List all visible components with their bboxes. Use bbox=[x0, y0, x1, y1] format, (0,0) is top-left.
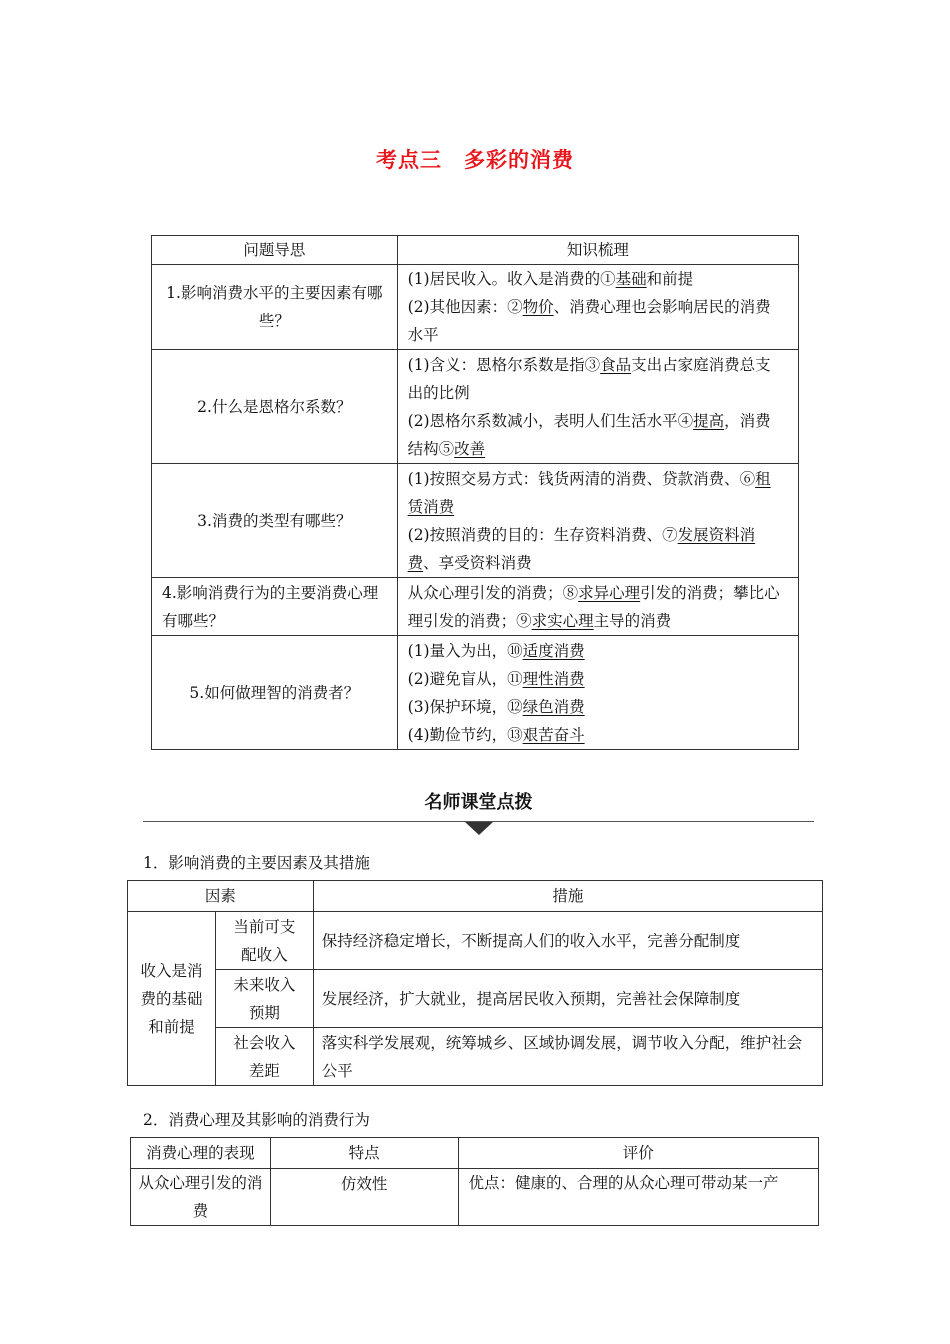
answer-cell bbox=[397, 464, 798, 578]
answer-text: 主导的消费 bbox=[593, 611, 672, 630]
answer-line bbox=[408, 579, 786, 635]
answer-text: 、消费心理也会影响居民的消费水平 bbox=[407, 298, 771, 344]
header-knowledge: 知识梳理 bbox=[397, 236, 798, 265]
answer-text: (1)含义：恩格尔系数是指③ bbox=[407, 355, 601, 374]
sub-factor-cell: 当前可支配收入 bbox=[215, 912, 313, 970]
table-row bbox=[128, 912, 823, 970]
answer-blank: 提高 bbox=[693, 411, 725, 430]
section-title: 名师课堂点拨 bbox=[424, 792, 533, 813]
table-row bbox=[128, 1028, 823, 1086]
header-evaluation: 评价 bbox=[458, 1138, 819, 1169]
answer-line bbox=[408, 521, 786, 577]
answer-text: 从众心理引发的消费；⑧ bbox=[407, 583, 579, 602]
answer-text: (2)恩格尔系数减小，表明人们生活水平④ bbox=[407, 411, 694, 430]
knowledge-table bbox=[151, 235, 799, 750]
answer-line bbox=[408, 351, 786, 407]
table-row bbox=[152, 578, 799, 636]
question-cell: 2.什么是恩格尔系数？ bbox=[152, 350, 398, 464]
answer-text: (3)保护环境，⑫ bbox=[407, 697, 523, 716]
answer-blank: 食品 bbox=[600, 355, 632, 374]
answer-blank: 求异心理 bbox=[578, 583, 641, 602]
answer-text: (1)量入为出，⑩ bbox=[407, 641, 523, 660]
answer-text: (2)其他因素：② bbox=[407, 298, 523, 316]
answer-text: (1)居民收入。收入是消费的① bbox=[407, 270, 616, 288]
answer-line bbox=[408, 465, 786, 521]
manifestation-cell: 从众心理引发的消费 bbox=[131, 1169, 271, 1226]
answer-line bbox=[408, 721, 786, 749]
measure-cell: 落实科学发展观，统筹城乡、区域协调发展，调节收入分配，维护社会公平 bbox=[313, 1028, 822, 1086]
answer-text: (2)避免盲从，⑪ bbox=[407, 669, 523, 688]
question-cell: 1.影响消费水平的主要因素有哪些？ bbox=[152, 265, 398, 350]
page-title: 考点三 多彩的消费 bbox=[376, 148, 574, 172]
answer-text: (4)勤俭节约，⑬ bbox=[407, 725, 523, 744]
answer-line bbox=[408, 293, 786, 349]
answer-blank: 改善 bbox=[454, 439, 486, 458]
measure-cell: 保持经济稳定增长，不断提高人们的收入水平，完善分配制度 bbox=[313, 912, 822, 970]
evaluation-cell: 优点：健康的、合理的从众心理可带动某一产 bbox=[458, 1169, 819, 1226]
measure-cell: 发展经济，扩大就业，提高居民收入预期，完善社会保障制度 bbox=[313, 970, 822, 1028]
answer-blank: 适度消费 bbox=[522, 641, 585, 660]
table-header-row bbox=[152, 236, 799, 265]
factor-group-cell: 收入是消费的基础和前提 bbox=[128, 912, 216, 1086]
question-cell: 3.消费的类型有哪些？ bbox=[152, 464, 398, 578]
answer-cell bbox=[397, 265, 798, 350]
header-manifestation: 消费心理的表现 bbox=[131, 1138, 271, 1169]
answer-text: 和前提 bbox=[646, 270, 694, 288]
answer-line bbox=[408, 637, 786, 665]
answer-text: (2)按照消费的目的：生存资料消费、⑦ bbox=[407, 525, 678, 544]
answer-text: ，消费结构⑤ bbox=[407, 411, 771, 458]
section-header bbox=[143, 788, 814, 838]
feature-cell: 仿效性 bbox=[270, 1169, 458, 1226]
table-row bbox=[152, 265, 799, 350]
table-header-row bbox=[128, 881, 823, 912]
table-row bbox=[152, 636, 799, 750]
answer-blank: 基础 bbox=[615, 270, 647, 288]
question-cell: 4.影响消费行为的主要消费心理有哪些？ bbox=[152, 578, 398, 636]
answer-line bbox=[408, 665, 786, 693]
answer-cell bbox=[397, 636, 798, 750]
answer-line bbox=[408, 693, 786, 721]
question-cell: 5.如何做理智的消费者？ bbox=[152, 636, 398, 750]
answer-text: 引发的消费；攀比心理引发的消费；⑨ bbox=[407, 583, 780, 630]
answer-blank: 理性消费 bbox=[522, 669, 585, 688]
table-header-row bbox=[131, 1138, 819, 1169]
triangle-down-icon bbox=[465, 822, 493, 835]
table-row bbox=[152, 464, 799, 578]
header-measure: 措施 bbox=[313, 881, 822, 912]
header-factor: 因素 bbox=[128, 881, 314, 912]
table-row bbox=[152, 350, 799, 464]
answer-blank: 物价 bbox=[522, 298, 554, 316]
answer-cell bbox=[397, 578, 798, 636]
answer-blank: 租赁消费 bbox=[407, 469, 771, 516]
answer-line bbox=[408, 407, 786, 463]
answer-blank: 求实心理 bbox=[531, 611, 594, 630]
header-feature: 特点 bbox=[270, 1138, 458, 1169]
table-row bbox=[131, 1169, 819, 1226]
sub-factor-cell: 社会收入差距 bbox=[215, 1028, 313, 1086]
answer-text: 支出占家庭消费总支出的比例 bbox=[407, 355, 771, 402]
answer-text: (1)按照交易方式：钱货两清的消费、贷款消费、⑥ bbox=[407, 469, 756, 488]
subheading-psychology: 2．消费心理及其影响的消费行为 bbox=[143, 1111, 370, 1129]
answer-blank: 艰苦奋斗 bbox=[522, 725, 585, 744]
sub-factor-cell: 未来收入预期 bbox=[215, 970, 313, 1028]
answer-cell bbox=[397, 350, 798, 464]
factors-table bbox=[127, 880, 823, 1086]
answer-blank: 发展资料消费 bbox=[407, 525, 756, 572]
subheading-factors: 1．影响消费的主要因素及其措施 bbox=[143, 854, 370, 872]
answer-line bbox=[408, 265, 786, 293]
answer-text: 、享受资料消费 bbox=[423, 553, 532, 572]
answer-blank: 绿色消费 bbox=[522, 697, 585, 716]
table-row bbox=[128, 970, 823, 1028]
header-question: 问题导思 bbox=[152, 236, 398, 265]
psychology-table bbox=[130, 1137, 819, 1226]
